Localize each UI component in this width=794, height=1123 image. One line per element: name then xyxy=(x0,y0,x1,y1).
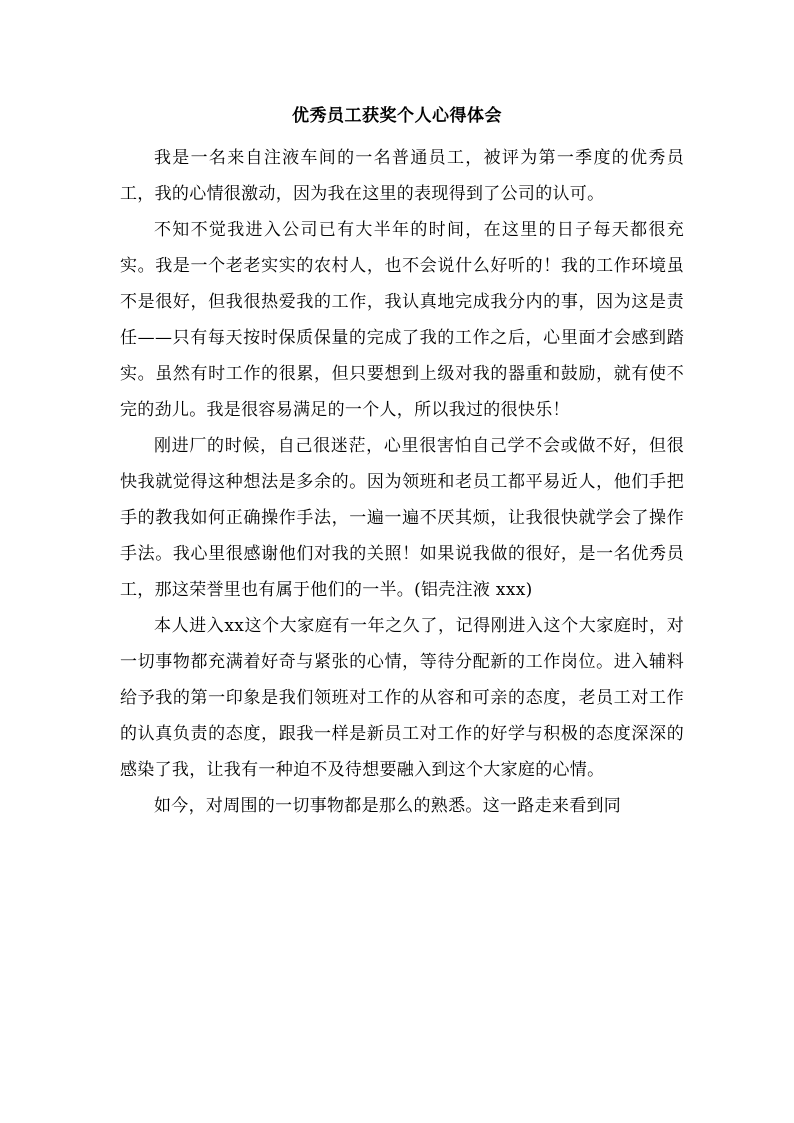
paragraph: 我是一名来自注液车间的一名普通员工，被评为第一季度的优秀员工，我的心情很激动，因为我在这里的表现得到了公司的认可。 xyxy=(120,148,684,204)
document-body xyxy=(120,140,684,824)
paragraph: 如今，对周围的一切事物都是那么的熟悉。这一路走来看到同 xyxy=(154,796,622,816)
document-title: 优秀员工获奖个人心得体会 xyxy=(292,106,502,126)
paragraph: 刚进厂的时候，自己很迷茫，心里很害怕自己学不会或做不好，但很快我就觉得这种想法是多余的。因为领班和老员工都平易近人，他们手把手的教我如何正确操作手法，一遍一遍不厌其烦，让我很快就学会了操作手法。我心里很感谢他们对我的关照！如果说我做的很好，是一名优秀员工，那这荣誉里也有属于他们的一半。(铝壳注液 xxx) xyxy=(120,436,684,600)
paragraph: 不知不觉我进入公司已有大半年的时间，在这里的日子每天都很充实。我是一个老老实实的农村人，也不会说什么好听的！我的工作环境虽不是很好，但我很热爱我的工作，我认真地完成我分内的事，因为这是责任——只有每天按时保质保量的完成了我的工作之后，心里面才会感到踏实。虽然有时工作的很累，但只要想到上级对我的器重和鼓励，就有使不完的劲儿。我是很容易满足的一个人，所以我过的很快乐！ xyxy=(120,220,684,420)
paragraph: 本人进入xx这个大家庭有一年之久了，记得刚进入这个大家庭时，对一切事物都充满着好奇与紧张的心情，等待分配新的工作岗位。进入辅料给予我的第一印象是我们领班对工作的从容和可亲的态度，老员工对工作的认真负责的态度，跟我一样是新员工对工作的好学与积极的态度深深的感染了我，让我有一种迫不及待想要融入到这个大家庭的心情。 xyxy=(120,616,684,780)
